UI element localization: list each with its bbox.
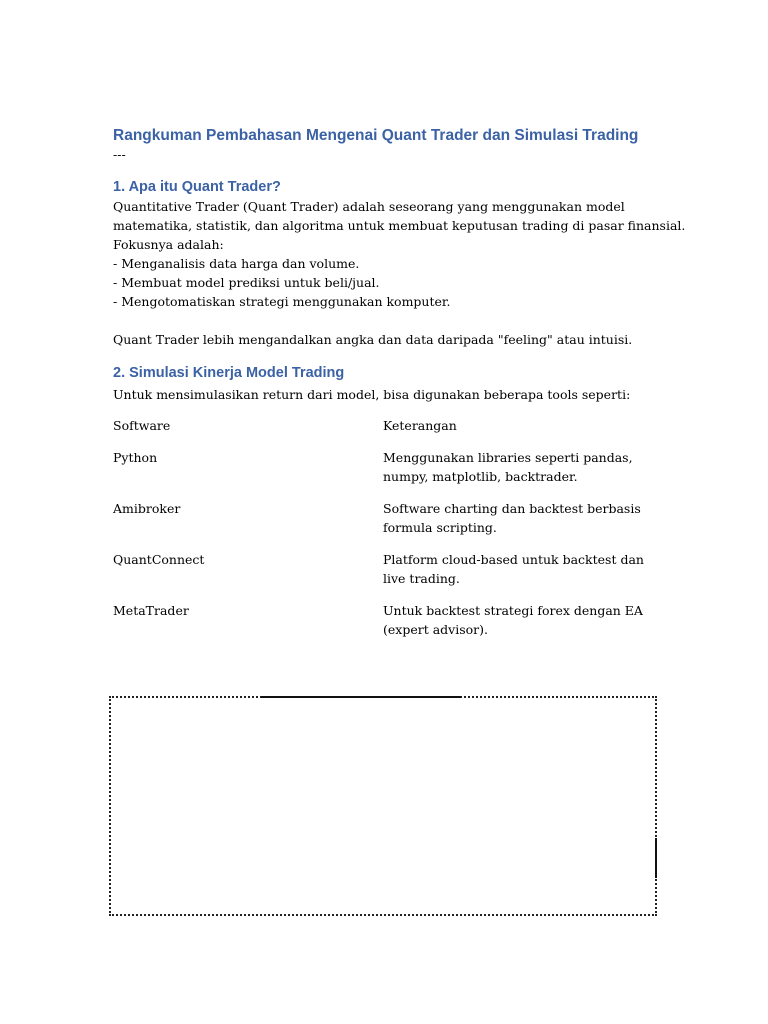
table-header-row (113, 416, 673, 448)
section1-closing: Quant Trader lebih mengandalkan angka dan data daripada "feeling" atau intuisi. (113, 332, 633, 347)
table-row (113, 550, 673, 601)
section1-intro (113, 197, 686, 254)
table-cell-description (383, 448, 673, 499)
section-heading-1: 1. Apa itu Quant Trader? (113, 179, 281, 195)
description-line: Software charting dan backtest berbasis (383, 501, 641, 516)
table-cell-software: QuantConnect (113, 552, 205, 567)
focus-list (113, 254, 673, 311)
section-quant-trader (113, 177, 686, 349)
intro-line: matematika, statistik, dan algoritma untuk membuat keputusan trading di pasar finansial. (113, 218, 686, 233)
table-cell-description (383, 550, 673, 601)
table-cell-description (383, 601, 673, 652)
description-line: Menggunakan libraries seperti pandas, (383, 450, 633, 465)
separator-line: --- (113, 147, 126, 162)
tools-table (113, 416, 673, 652)
description-line: Platform cloud-based untuk backtest dan (383, 552, 644, 567)
section-heading-2: 2. Simulasi Kinerja Model Trading (113, 365, 345, 381)
empty-dotted-box (109, 696, 657, 916)
table-cell-software: MetaTrader (113, 603, 189, 618)
description-line: numpy, matplotlib, backtrader. (383, 469, 578, 484)
description-line: formula scripting. (383, 520, 497, 535)
focus-list-item: - Membuat model prediksi untuk beli/jual. (113, 275, 380, 290)
section2-intro: Untuk mensimulasikan return dari model, bisa digunakan beberapa tools seperti: (113, 387, 631, 402)
document-page (113, 126, 686, 652)
section-simulation (113, 363, 673, 652)
table-header-software: Software (113, 418, 171, 433)
table-row (113, 448, 673, 499)
description-line: (expert advisor). (383, 622, 488, 637)
table-cell-software: Python (113, 450, 158, 465)
table-cell-description (383, 499, 673, 550)
focus-list-item: - Menganalisis data harga dan volume. (113, 256, 360, 271)
intro-line: Quantitative Trader (Quant Trader) adalah seseorang yang menggunakan model (113, 199, 625, 214)
table-row (113, 601, 673, 652)
focus-list-item: - Mengotomatiskan strategi menggunakan komputer. (113, 294, 451, 309)
table-row (113, 499, 673, 550)
description-line: live trading. (383, 571, 460, 586)
description-line: Untuk backtest strategi forex dengan EA (383, 603, 643, 618)
intro-line: Fokusnya adalah: (113, 237, 224, 252)
box-edge-segment (655, 838, 657, 878)
document-title: Rangkuman Pembahasan Mengenai Quant Trader dan Simulasi Trading (113, 127, 639, 144)
table-header-description: Keterangan (383, 418, 457, 433)
table-cell-software: Amibroker (113, 501, 181, 516)
box-edge-segment (261, 696, 461, 698)
